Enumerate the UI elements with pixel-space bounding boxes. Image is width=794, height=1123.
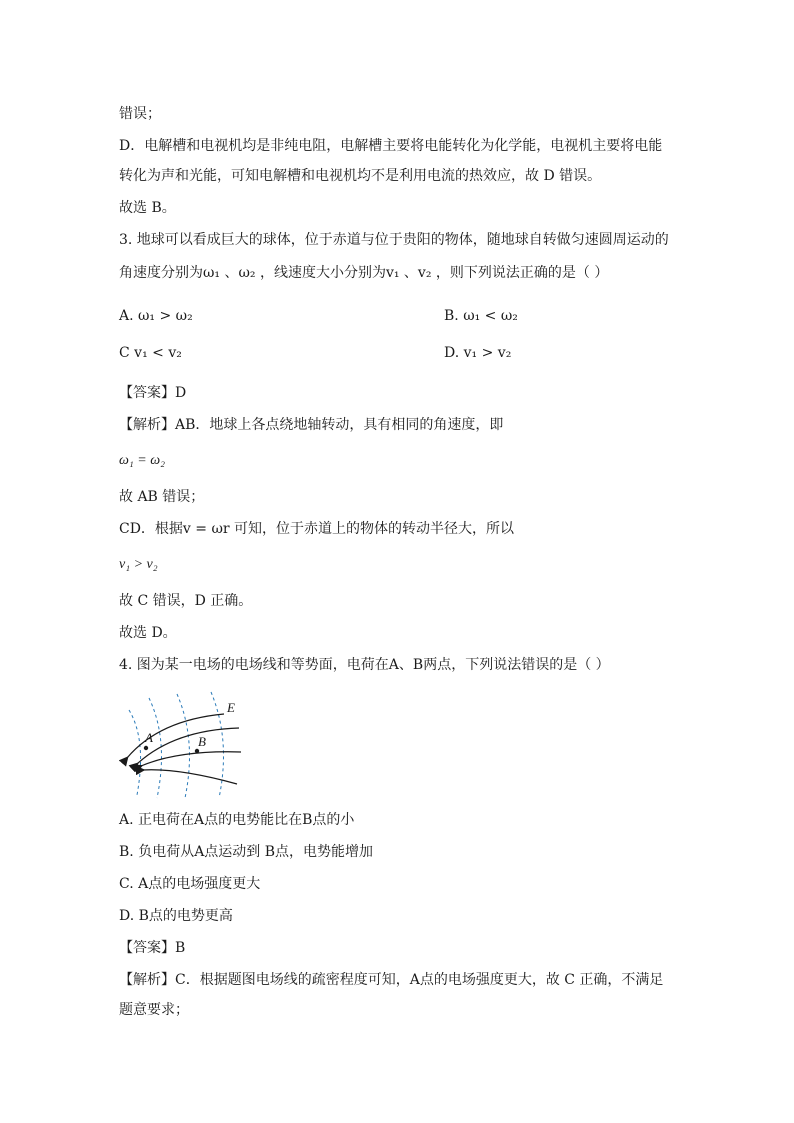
- q3-option-c: C v₁ < v₂: [119, 345, 182, 361]
- analysis-line: 【解析】AB．地球上各点绕地轴转动，具有相同的角速度，即: [119, 417, 504, 433]
- text-line: 故 C 错误，D 正确。: [119, 593, 253, 609]
- question-3-stem: 3. 地球可以看成巨大的球体，位于赤道与位于贵阳的物体，随地球自转做匀速圆周运动的: [119, 232, 669, 248]
- text-line: 转化为声和光能，可知电解槽和电视机均不是利用电流的热效应，故 D 错误。: [119, 168, 602, 184]
- question-4-stem: 4. 图为某一电场的电场线和等势面，电荷在A、B两点，下列说法错误的是（ ）: [119, 657, 610, 673]
- text-line: D．电解槽和电视机均是非纯电阻，电解槽主要将电能转化为化学能，电视机主要将电能: [119, 138, 663, 154]
- label-a: A: [145, 730, 153, 745]
- q4-option-a: A. 正电荷在A点的电势能比在B点的小: [119, 812, 355, 828]
- q4-option-c: C. A点的电场强度更大: [119, 876, 261, 892]
- label-b: B: [198, 734, 206, 749]
- text-line: 题意要求；: [119, 1002, 189, 1018]
- text-line: 故 AB 错误；: [119, 489, 205, 505]
- text-line: 故选 B。: [119, 200, 176, 216]
- equipotential-lines: [129, 692, 224, 798]
- analysis-line: CD．根据v = ωr 可知，位于赤道上的物体的转动半径大，所以: [119, 521, 515, 537]
- text-line: 错误；: [119, 106, 161, 122]
- question-3-stem-cont: 角速度分别为ω₁ 、ω₂ ，线速度大小分别为v₁ 、v₂ ，则下列说法正确的是（ ）: [119, 265, 609, 281]
- electric-field-figure: [119, 690, 269, 800]
- equation-line: ω₁ = ω₂: [119, 453, 165, 468]
- q4-option-d: D. B点的电势更高: [119, 908, 233, 924]
- answer-label: 【答案】B: [119, 940, 186, 956]
- point-b-dot: [195, 749, 199, 753]
- q3-option-b: B. ω₁ < ω₂: [444, 308, 518, 324]
- q3-option-d: D. v₁ > v₂: [444, 345, 512, 361]
- answer-label: 【答案】D: [119, 385, 187, 401]
- label-e: E: [227, 700, 235, 715]
- analysis-line: 【解析】C．根据题图电场线的疏密程度可知，A点的电场强度更大，故 C 正确，不满足: [119, 972, 664, 988]
- point-a-dot: [144, 746, 148, 750]
- q4-option-b: B. 负电荷从A点运动到 B点，电势能增加: [119, 844, 374, 860]
- q3-option-a: A. ω₁ > ω₂: [119, 308, 193, 324]
- equation-line: v₁ > v₂: [119, 557, 158, 572]
- text-line: 故选 D。: [119, 625, 177, 641]
